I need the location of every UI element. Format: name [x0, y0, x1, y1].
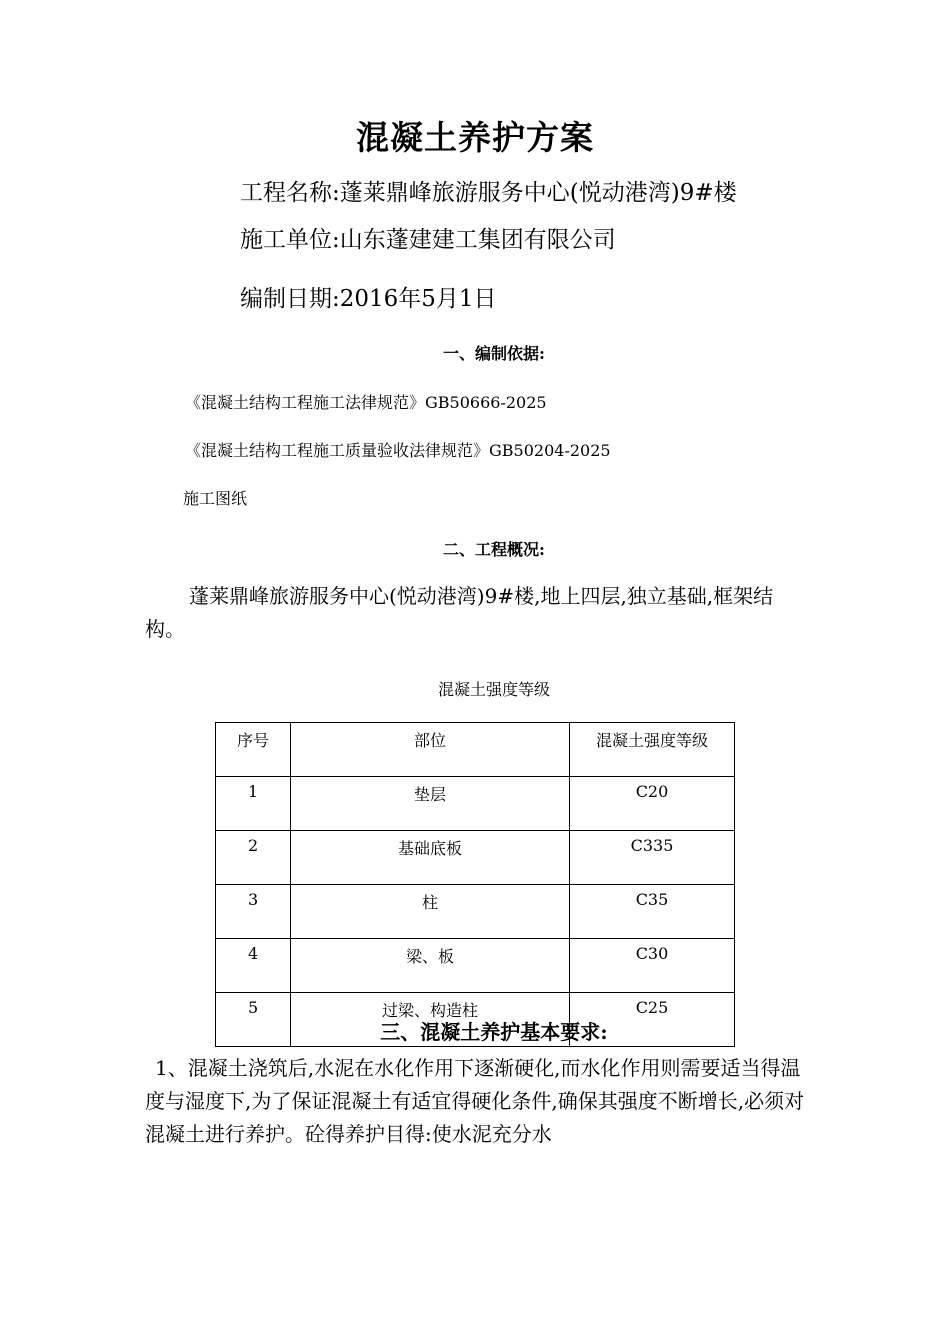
contractor-name: 施工单位:山东蓬建建工集团有限公司 — [240, 227, 616, 253]
table-cell: 1 — [216, 777, 291, 831]
table-cell: C335 — [569, 831, 734, 885]
table-row — [216, 885, 735, 939]
table-cell: 5 — [216, 993, 291, 1047]
table-cell: 4 — [216, 939, 291, 993]
table-cell: 基础底板 — [291, 831, 570, 885]
reference-item: 《混凝土结构工程施工法律规范》GB50666-2025 — [185, 393, 547, 412]
table-cell: C25 — [569, 993, 734, 1047]
section-heading-curing: 三、混凝土养护基本要求: — [380, 1020, 608, 1044]
table-cell: 梁、板 — [291, 939, 570, 993]
concrete-grade-table — [215, 722, 735, 1047]
compile-date: 编制日期:2016年5月1日 — [240, 286, 497, 312]
table-cell: 2 — [216, 831, 291, 885]
table-row — [216, 831, 735, 885]
column-header: 序号 — [216, 723, 291, 777]
table-row — [216, 777, 735, 831]
table-header-row — [216, 723, 735, 777]
table-row — [216, 939, 735, 993]
table-caption: 混凝土强度等级 — [437, 680, 550, 699]
curing-paragraph: 1、混凝土浇筑后,水泥在水化作用下逐渐硬化,而水化作用则需要适当得温度与湿度下,为了保证混凝土有适宜得硬化条件,确保其强度不断增长,必须对混凝土进行养护。砼得养护目得:使水泥充分水 — [145, 1056, 805, 1146]
document-title: 混凝土养护方案 — [356, 118, 594, 157]
column-header: 部位 — [291, 723, 570, 777]
table-cell: C30 — [569, 939, 734, 993]
column-header: 混凝土强度等级 — [569, 723, 734, 777]
table-cell: 垫层 — [291, 777, 570, 831]
section-heading-basis: 一、编制依据: — [443, 344, 545, 363]
table-cell: 过梁、构造柱 — [291, 993, 570, 1047]
reference-item: 《混凝土结构工程施工质量验收法律规范》GB50204-2025 — [185, 441, 611, 460]
overview-paragraph: 蓬莱鼎峰旅游服务中心(悦动港湾)9#楼,地上四层,独立基础,框架结构。 — [145, 584, 774, 641]
table-cell: 3 — [216, 885, 291, 939]
table-cell: 柱 — [291, 885, 570, 939]
reference-item: 施工图纸 — [183, 489, 248, 508]
project-name: 工程名称:蓬莱鼎峰旅游服务中心(悦动港湾)9#楼 — [240, 180, 737, 206]
table-cell: C20 — [569, 777, 734, 831]
table-cell: C35 — [569, 885, 734, 939]
section-heading-overview: 二、工程概况: — [443, 540, 545, 559]
